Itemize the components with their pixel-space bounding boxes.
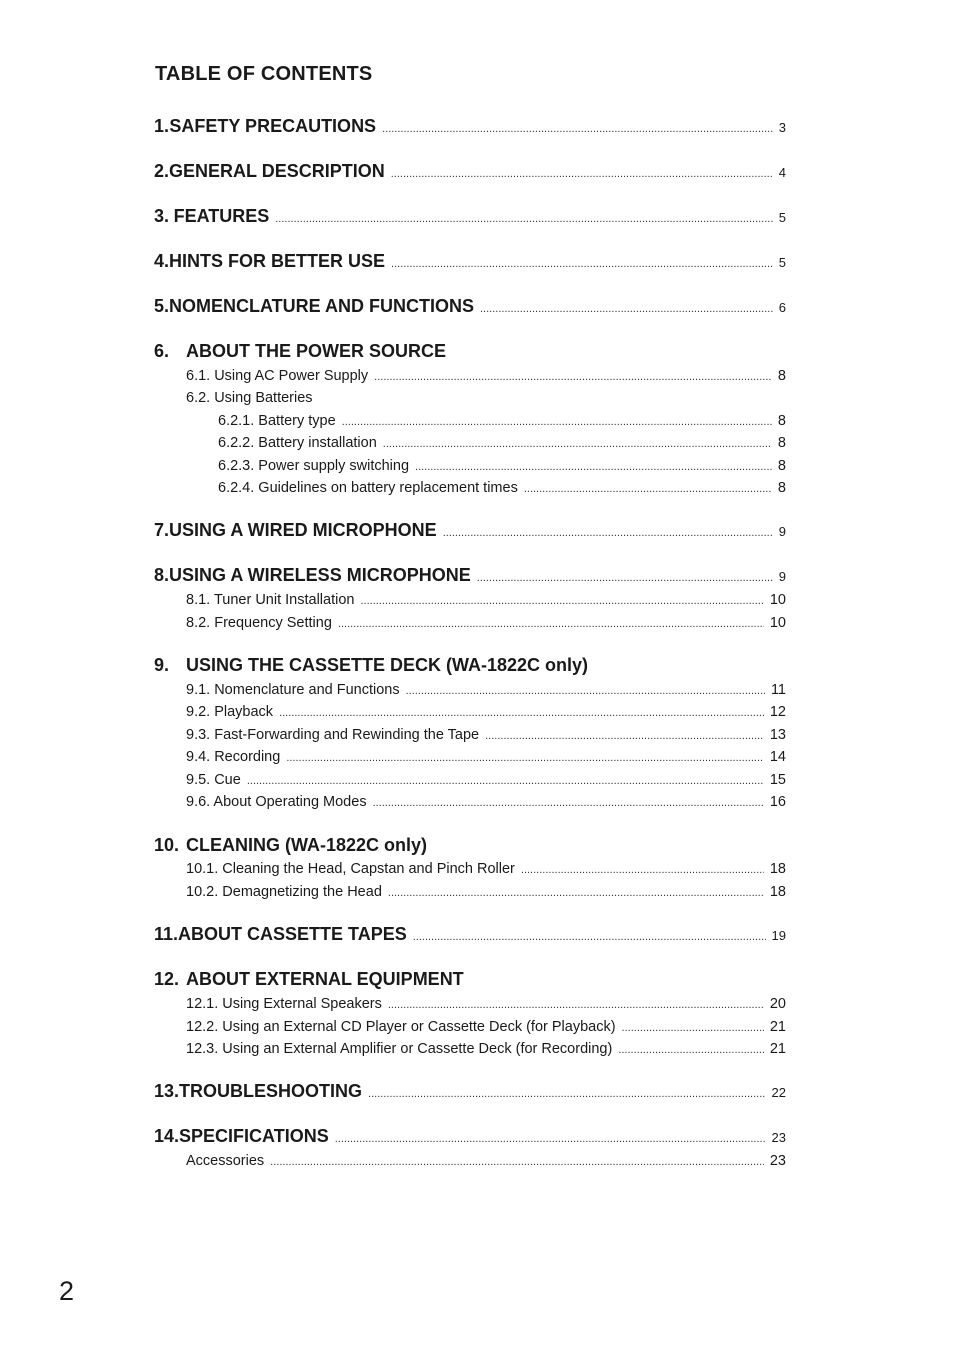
toc-entry-page: 8 (777, 480, 786, 496)
toc-subsection-entry[interactable] (218, 458, 786, 474)
dot-leader (275, 213, 773, 225)
toc-entry-page: 11 (770, 682, 786, 698)
toc-entry-page: 8 (777, 435, 786, 451)
dot-leader (247, 775, 764, 787)
toc-entry-number: 8. (154, 565, 170, 585)
dot-leader (415, 461, 772, 473)
toc-subsection-entry[interactable] (218, 435, 786, 451)
toc-entry-page: 8 (777, 458, 786, 474)
dot-leader (477, 572, 773, 584)
toc-entry-page: 22 (771, 1085, 786, 1100)
toc-entry-label: HINTS FOR BETTER USE (169, 251, 386, 271)
toc-entry-label: 10.2. Demagnetizing the Head (186, 884, 382, 900)
page-number: 2 (59, 1276, 75, 1306)
dot-leader (622, 1022, 764, 1034)
dot-leader (391, 258, 773, 270)
toc-entry-label: ABOUT CASSETTE TAPES (178, 924, 407, 944)
toc-entry-page: 16 (769, 794, 786, 810)
toc-entry-label: 6.2.4. Guidelines on battery replacement times (218, 480, 518, 496)
toc-section-entry[interactable] (154, 969, 786, 990)
toc-entry-page: 15 (769, 772, 786, 788)
toc-entry-label: 8.2. Frequency Setting (186, 615, 332, 631)
toc-section-entry[interactable] (154, 116, 786, 137)
toc-entry-label: 12.2. Using an External CD Player or Cassette Deck (for Playback) (186, 1019, 616, 1035)
toc-entry-label: NOMENCLATURE AND FUNCTIONS (169, 296, 474, 316)
dot-leader (388, 887, 764, 899)
toc-entry-label: 6.1. Using AC Power Supply (186, 368, 369, 384)
toc-subsection-entry[interactable] (186, 884, 786, 900)
toc-section-entry[interactable] (154, 341, 786, 362)
dot-leader (335, 1133, 766, 1145)
toc-entry-label: ABOUT THE POWER SOURCE (186, 341, 447, 361)
toc-entry-number: 5. (154, 296, 170, 316)
toc-entry-page: 13 (769, 727, 786, 743)
toc-entry-label: CLEANING (WA-1822C only) (186, 835, 428, 855)
toc-section-entry[interactable] (154, 655, 786, 676)
toc-entry-label: 12.1. Using External Speakers (186, 996, 382, 1012)
toc-section-entry[interactable] (154, 835, 786, 856)
toc-subsection-entry[interactable] (186, 1153, 786, 1169)
toc-entry-page: 12 (769, 704, 786, 720)
toc-entry-page: 20 (769, 996, 786, 1012)
toc-entry-page: 21 (769, 1041, 786, 1057)
toc-entry-label: 6.2. Using Batteries (186, 390, 313, 406)
dot-leader (485, 730, 764, 742)
toc-entry-label: 12.3. Using an External Amplifier or Cassette Deck (for Recording) (186, 1041, 613, 1057)
toc-subsection-entry[interactable] (218, 480, 786, 496)
toc-entry-label: 9.5. Cue (186, 772, 241, 788)
toc-section-entry[interactable] (154, 1126, 786, 1147)
toc-entry-label: 10.1. Cleaning the Head, Capstan and Pinch Roller (186, 861, 515, 877)
toc-entry-label: USING A WIRED MICROPHONE (169, 520, 437, 540)
dot-leader (373, 797, 764, 809)
toc-entry-label: ABOUT EXTERNAL EQUIPMENT (186, 969, 464, 989)
toc-subsection-entry[interactable] (186, 727, 786, 743)
dot-leader (270, 1156, 764, 1168)
toc-subsection-entry[interactable] (186, 772, 786, 788)
toc-entry-page: 23 (769, 1153, 786, 1169)
toc-entry-label: 9.4. Recording (186, 749, 281, 765)
toc-entry-page: 9 (778, 524, 786, 539)
toc-subsection-entry[interactable] (186, 682, 786, 698)
toc-entry-number: 7. (154, 520, 170, 540)
toc-subsection-entry[interactable] (186, 390, 786, 406)
toc-section-entry[interactable] (154, 1081, 786, 1102)
toc-entry-number: 6. (154, 341, 170, 361)
dot-leader (383, 438, 772, 450)
toc-section-entry[interactable] (154, 520, 786, 541)
toc-entry-page: 21 (769, 1019, 786, 1035)
toc-entry-label: 9.6. About Operating Modes (186, 794, 367, 810)
dot-leader (521, 864, 764, 876)
toc-subsection-entry[interactable] (218, 413, 786, 429)
toc-entry-label: USING THE CASSETTE DECK (WA-1822C only) (186, 655, 589, 675)
toc-section-entry[interactable] (154, 251, 786, 272)
dot-leader (374, 371, 772, 383)
dot-leader (360, 595, 763, 607)
toc-section-entry[interactable] (154, 161, 786, 182)
toc-entry-page: 18 (769, 884, 786, 900)
toc-subsection-entry[interactable] (186, 368, 786, 384)
toc-subsection-entry[interactable] (186, 749, 786, 765)
dot-leader (286, 752, 764, 764)
toc-section-entry[interactable] (154, 924, 786, 945)
dot-leader (388, 999, 764, 1011)
toc-entry-page: 19 (771, 928, 786, 943)
toc-entry-page: 4 (778, 165, 786, 180)
toc-section-entry[interactable] (154, 296, 786, 317)
dot-leader (406, 685, 765, 697)
toc-entry-number: 10. (154, 835, 180, 855)
dot-leader (391, 168, 773, 180)
toc-entry-page: 14 (769, 749, 786, 765)
toc-entry-label: SPECIFICATIONS (179, 1126, 329, 1146)
toc-entry-page: 5 (778, 255, 786, 270)
toc-subsection-entry[interactable] (186, 1041, 786, 1057)
toc-entry-page: 10 (769, 592, 786, 608)
toc-entry-label: 9.3. Fast-Forwarding and Rewinding the Tape (186, 727, 480, 743)
toc-entry-number: 11. (154, 924, 179, 944)
toc-entry-number: 14. (154, 1126, 180, 1146)
toc-subsection-entry[interactable] (186, 704, 786, 720)
toc-entry-number: 12. (154, 969, 180, 989)
dot-leader (382, 123, 773, 135)
toc-entry-number: 4. (154, 251, 170, 271)
dot-leader (279, 707, 764, 719)
toc-entry-label: TROUBLESHOOTING (179, 1081, 363, 1101)
dot-leader (480, 303, 773, 315)
toc-entry-page: 3 (778, 120, 786, 135)
dot-leader (338, 618, 764, 630)
toc-entry-label: 9.1. Nomenclature and Functions (186, 682, 400, 698)
dot-leader (413, 931, 766, 943)
toc-entry-label: 6.2.1. Battery type (218, 413, 336, 429)
page-title: TABLE OF CONTENTS (155, 63, 373, 85)
toc-subsection-entry[interactable] (186, 592, 786, 608)
toc-entry-number: 3. (154, 206, 170, 226)
toc-entry-page: 9 (778, 569, 786, 584)
toc-entry-page: 23 (771, 1130, 786, 1145)
toc-subsection-entry[interactable] (186, 794, 786, 810)
toc-entry-label: SAFETY PRECAUTIONS (169, 116, 377, 136)
toc-entry-page: 5 (778, 210, 786, 225)
dot-leader (524, 483, 772, 495)
toc-entry-page: 18 (769, 861, 786, 877)
toc-entry-label: Accessories (186, 1153, 265, 1169)
dot-leader (618, 1044, 764, 1056)
toc-entry-label: 8.1. Tuner Unit Installation (186, 592, 355, 608)
toc-entry-label: 9.2. Playback (186, 704, 274, 720)
toc-entry-label: 6.2.3. Power supply switching (218, 458, 410, 474)
toc-entry-number: 9. (154, 655, 170, 675)
toc-entry-label: FEATURES (173, 206, 270, 226)
toc-entry-page: 8 (777, 368, 786, 384)
toc-subsection-entry[interactable] (186, 861, 786, 877)
toc-entry-number: 13. (154, 1081, 180, 1101)
toc-section-entry[interactable] (154, 206, 786, 227)
dot-leader (368, 1088, 766, 1100)
toc-entry-number: 2. (154, 161, 170, 181)
dot-leader (342, 416, 772, 428)
toc-entry-page: 8 (777, 413, 786, 429)
toc-section-entry[interactable] (154, 565, 786, 586)
toc-subsection-entry[interactable] (186, 996, 786, 1012)
toc-entry-number: 1. (154, 116, 170, 136)
toc-subsection-entry[interactable] (186, 615, 786, 631)
toc-entry-page: 6 (778, 300, 786, 315)
toc-subsection-entry[interactable] (186, 1019, 786, 1035)
toc-entry-label: GENERAL DESCRIPTION (169, 161, 385, 181)
toc-entry-label: USING A WIRELESS MICROPHONE (169, 565, 471, 585)
dot-leader (443, 527, 773, 539)
toc-entry-label: 6.2.2. Battery installation (218, 435, 377, 451)
toc-entry-page: 10 (769, 615, 786, 631)
